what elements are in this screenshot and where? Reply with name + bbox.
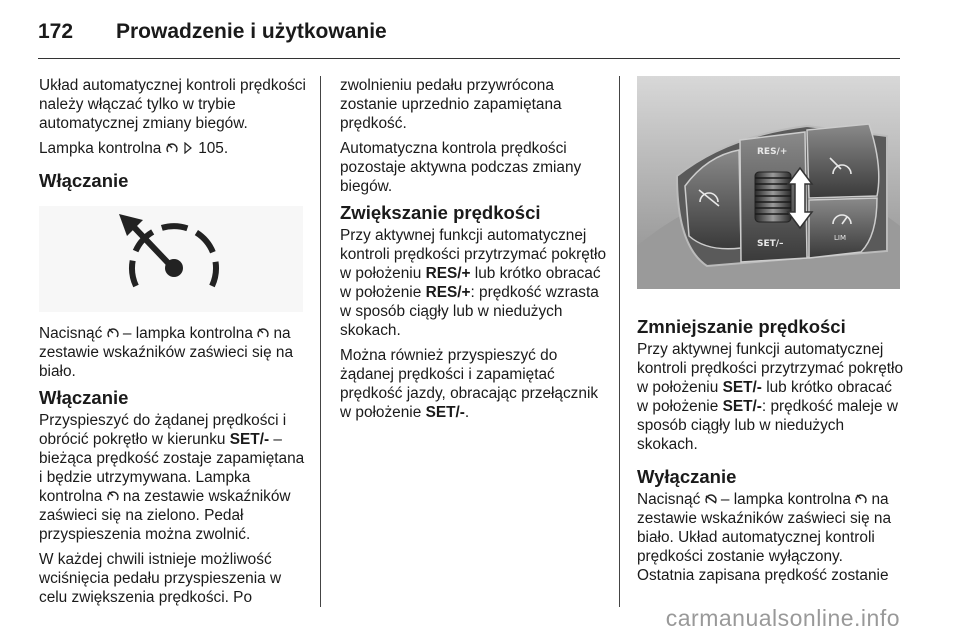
column-2 [340, 76, 608, 428]
paragraph-restore-speed: zwolnieniu pedału przywrócona zostanie uprzednio zapamiętana prędkość. [340, 77, 562, 132]
paragraph-decrease-speed: Przy aktywnej funkcji automatycznej kontroli prędkości przytrzymać pokrętło w położeniu SET/- lub krótko obracać w położenie SET/-: prędkość maleje w sposób ciągły lub w niedużych skokach. [637, 341, 904, 453]
lim-label: LIM [834, 234, 847, 242]
paragraph-accelerate-set: Przyspieszyć do żądanej prędkości i obrócić pokrętło w kierunku SET/- – bieżąca prędkość zostaje zapamiętana i będzie utrzymywana. Lampka kontrolna na zestawie wskaźników zaświeci się na zielono. Pedał przyspieszenia można zwolnić. [39, 412, 305, 543]
page-header [38, 12, 900, 56]
cruise-control-icon [107, 327, 119, 339]
steering-wheel-controls-figure [637, 76, 900, 289]
cruise-control-icon [107, 490, 119, 502]
paragraph-accelerate-store: Można również przyspieszyć do żądanej prędkości i zapamiętać prędkość jazdy, obracając przełącznik w położenie SET/-. [340, 347, 599, 421]
column-3 [637, 312, 903, 591]
column-divider-2 [619, 76, 620, 607]
page-reference-icon [182, 142, 194, 154]
column-1 [39, 76, 307, 613]
page-title: Prowadzenie i użytkowanie [116, 20, 387, 43]
cruise-control-symbol-figure [39, 206, 303, 312]
paragraph-increase-speed: Przy aktywnej funkcji automatycznej kontroli prędkości przytrzymać pokrętło w położeniu RES/+ lub krótko obracać w położenie RES/+: prędkość wzrasta w sposób ciągły lub w niedużych skokach. [340, 227, 607, 339]
page-number: 172 [38, 20, 74, 43]
page-reference: 105. [198, 140, 229, 157]
heading-zmniejszanie: Zmniejszanie prędkości [637, 316, 846, 337]
cruise-control-icon [166, 142, 178, 154]
heading-zwiekszanie: Zwiększanie prędkości [340, 202, 541, 223]
paragraph-automatic-mode: Układ automatycznej kontroli prędkości należy włączać tylko w trybie automatycznej zmiany biegów. [39, 77, 306, 132]
watermark: carmanualsonline.info [665, 605, 900, 631]
column-divider-1 [320, 76, 321, 607]
cruise-off-icon [705, 493, 717, 505]
paragraph-override-pedal: W każdej chwili istnieje możliwość wciśnięcia pedału przyspieszenia w celu zwiększenia prędkości. Po [39, 551, 282, 606]
cruise-control-icon [257, 327, 269, 339]
cruise-control-icon [855, 493, 867, 505]
header-divider [38, 58, 900, 59]
paragraph-indicator-ref: Lampka kontrolna 105. [39, 140, 229, 157]
res-plus-label: RES/+ [757, 147, 788, 157]
paragraph-press-button: Nacisnąć – lampka kontrolna na zestawie wskaźników zaświeci się na biało. [39, 325, 294, 380]
paragraph-gear-change: Automatyczna kontrola prędkości pozostaje aktywna podczas zmiany biegów. [340, 140, 582, 195]
heading-wylaczanie: Wyłączanie [637, 466, 737, 487]
heading-wlaczanie-1: Włączanie [39, 170, 129, 191]
set-minus-label: SET/– [757, 239, 784, 249]
paragraph-switch-off: Nacisnąć – lampka kontrolna na zestawie wskaźników zaświeci się na biało. Układ automatycznej kontroli prędkości zostanie wyłączony. Ostatnia zapisana prędkość zostanie [637, 491, 892, 584]
heading-wlaczanie-2: Włączanie [39, 387, 129, 408]
